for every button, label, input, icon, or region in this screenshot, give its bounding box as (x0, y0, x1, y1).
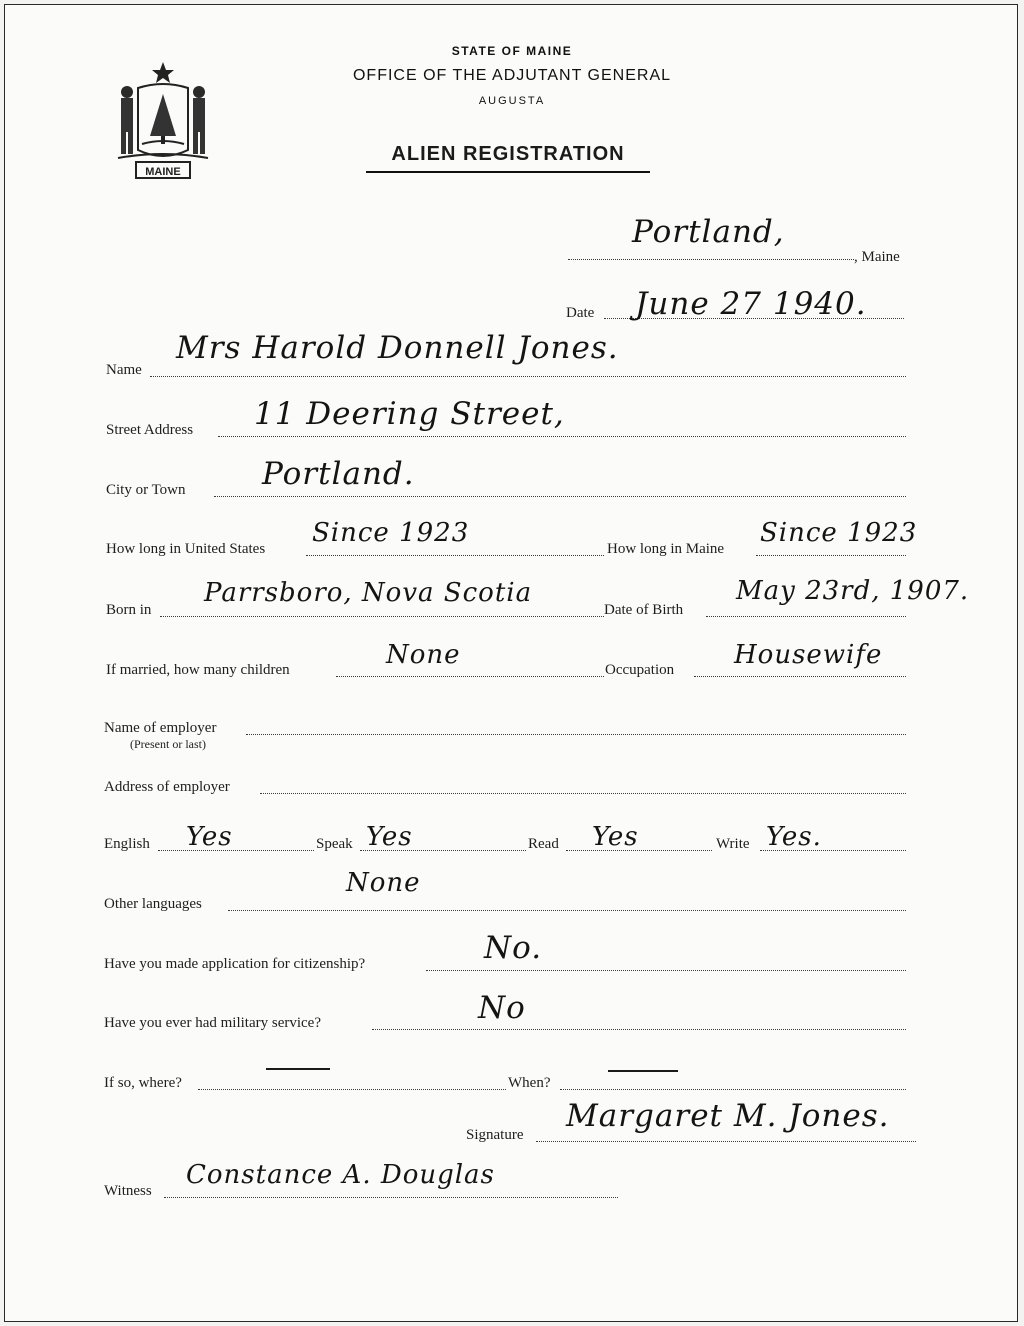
where-dash[interactable] (266, 1068, 330, 1070)
howlong-us-label: How long in United States (106, 541, 266, 557)
header-state: STATE OF MAINE (451, 44, 573, 58)
when-dash[interactable] (608, 1070, 678, 1072)
military-value[interactable]: No (478, 990, 526, 1026)
children-label: If married, how many children (106, 662, 290, 678)
read-label: Read (528, 836, 559, 852)
english-line (158, 850, 314, 851)
street-label: Street Address (106, 422, 194, 438)
witness-line (164, 1197, 618, 1198)
howlong-us-value[interactable]: Since 1923 (312, 518, 470, 548)
street-line (218, 436, 906, 437)
occupation-value[interactable]: Housewife (734, 640, 883, 670)
dob-label: Date of Birth (604, 602, 684, 618)
military-line (372, 1029, 906, 1030)
dob-value[interactable]: May 23rd, 1907. (736, 576, 970, 606)
seal-banner-text: MAINE (145, 166, 181, 178)
english-value[interactable]: Yes (186, 822, 233, 852)
born-label: Born in (106, 602, 152, 618)
title-underline (366, 171, 650, 173)
form-title: ALIEN REGISTRATION (391, 143, 625, 165)
other-languages-line (228, 910, 906, 911)
speak-value[interactable]: Yes (366, 822, 413, 852)
city-label: City or Town (106, 482, 186, 498)
city-value[interactable]: Portland. (262, 456, 415, 492)
street-value[interactable]: 11 Deering Street, (254, 396, 565, 432)
occupation-line (694, 676, 906, 677)
other-languages-label: Other languages (104, 896, 202, 912)
signature-label: Signature (466, 1127, 524, 1143)
place-value[interactable]: Portland, (632, 214, 785, 250)
date-value[interactable]: June 27 1940. (635, 286, 867, 322)
dob-line (706, 616, 906, 617)
signature-line (536, 1141, 916, 1142)
speak-label: Speak (316, 836, 353, 852)
witness-label: Witness (104, 1183, 152, 1199)
howlong-me-value[interactable]: Since 1923 (760, 518, 918, 548)
when-line (560, 1089, 906, 1090)
maine-label: , Maine (854, 249, 900, 265)
born-value[interactable]: Parrsboro, Nova Scotia (204, 578, 533, 608)
header-city: AUGUSTA (478, 95, 546, 107)
citizenship-line (426, 970, 906, 971)
name-line (150, 376, 906, 377)
occupation-label: Occupation (605, 662, 675, 678)
howlong-me-line (756, 555, 906, 556)
name-value[interactable]: Mrs Harold Donnell Jones. (176, 330, 619, 366)
read-line (566, 850, 712, 851)
children-line (336, 676, 604, 677)
citizenship-label: Have you made application for citizenship? (104, 956, 366, 972)
read-value[interactable]: Yes (592, 822, 639, 852)
children-value[interactable]: None (386, 640, 461, 670)
witness-value[interactable]: Constance A. Douglas (186, 1160, 495, 1190)
name-label: Name (106, 362, 142, 378)
where-label: If so, where? (104, 1075, 182, 1091)
employer-note: (Present or last) (130, 737, 206, 751)
employer-label: Name of employer (104, 720, 217, 736)
city-line (214, 496, 906, 497)
howlong-us-line (306, 555, 604, 556)
when-label: When? (508, 1075, 551, 1091)
header-office: OFFICE OF THE ADJUTANT GENERAL (352, 67, 672, 84)
military-label: Have you ever had military service? (104, 1015, 321, 1031)
english-label: English (104, 836, 150, 852)
other-languages-value[interactable]: None (346, 868, 421, 898)
write-label: Write (716, 836, 750, 852)
where-line (198, 1089, 506, 1090)
employer-address-label: Address of employer (104, 779, 230, 795)
employer-address-line[interactable] (260, 793, 906, 794)
citizenship-value[interactable]: No. (484, 930, 543, 966)
howlong-me-label: How long in Maine (607, 541, 725, 557)
write-value[interactable]: Yes. (766, 822, 822, 852)
date-label: Date (566, 305, 595, 321)
signature-value[interactable]: Margaret M. Jones. (566, 1098, 890, 1134)
place-line (568, 259, 854, 260)
born-line (160, 616, 604, 617)
employer-line[interactable] (246, 734, 906, 735)
